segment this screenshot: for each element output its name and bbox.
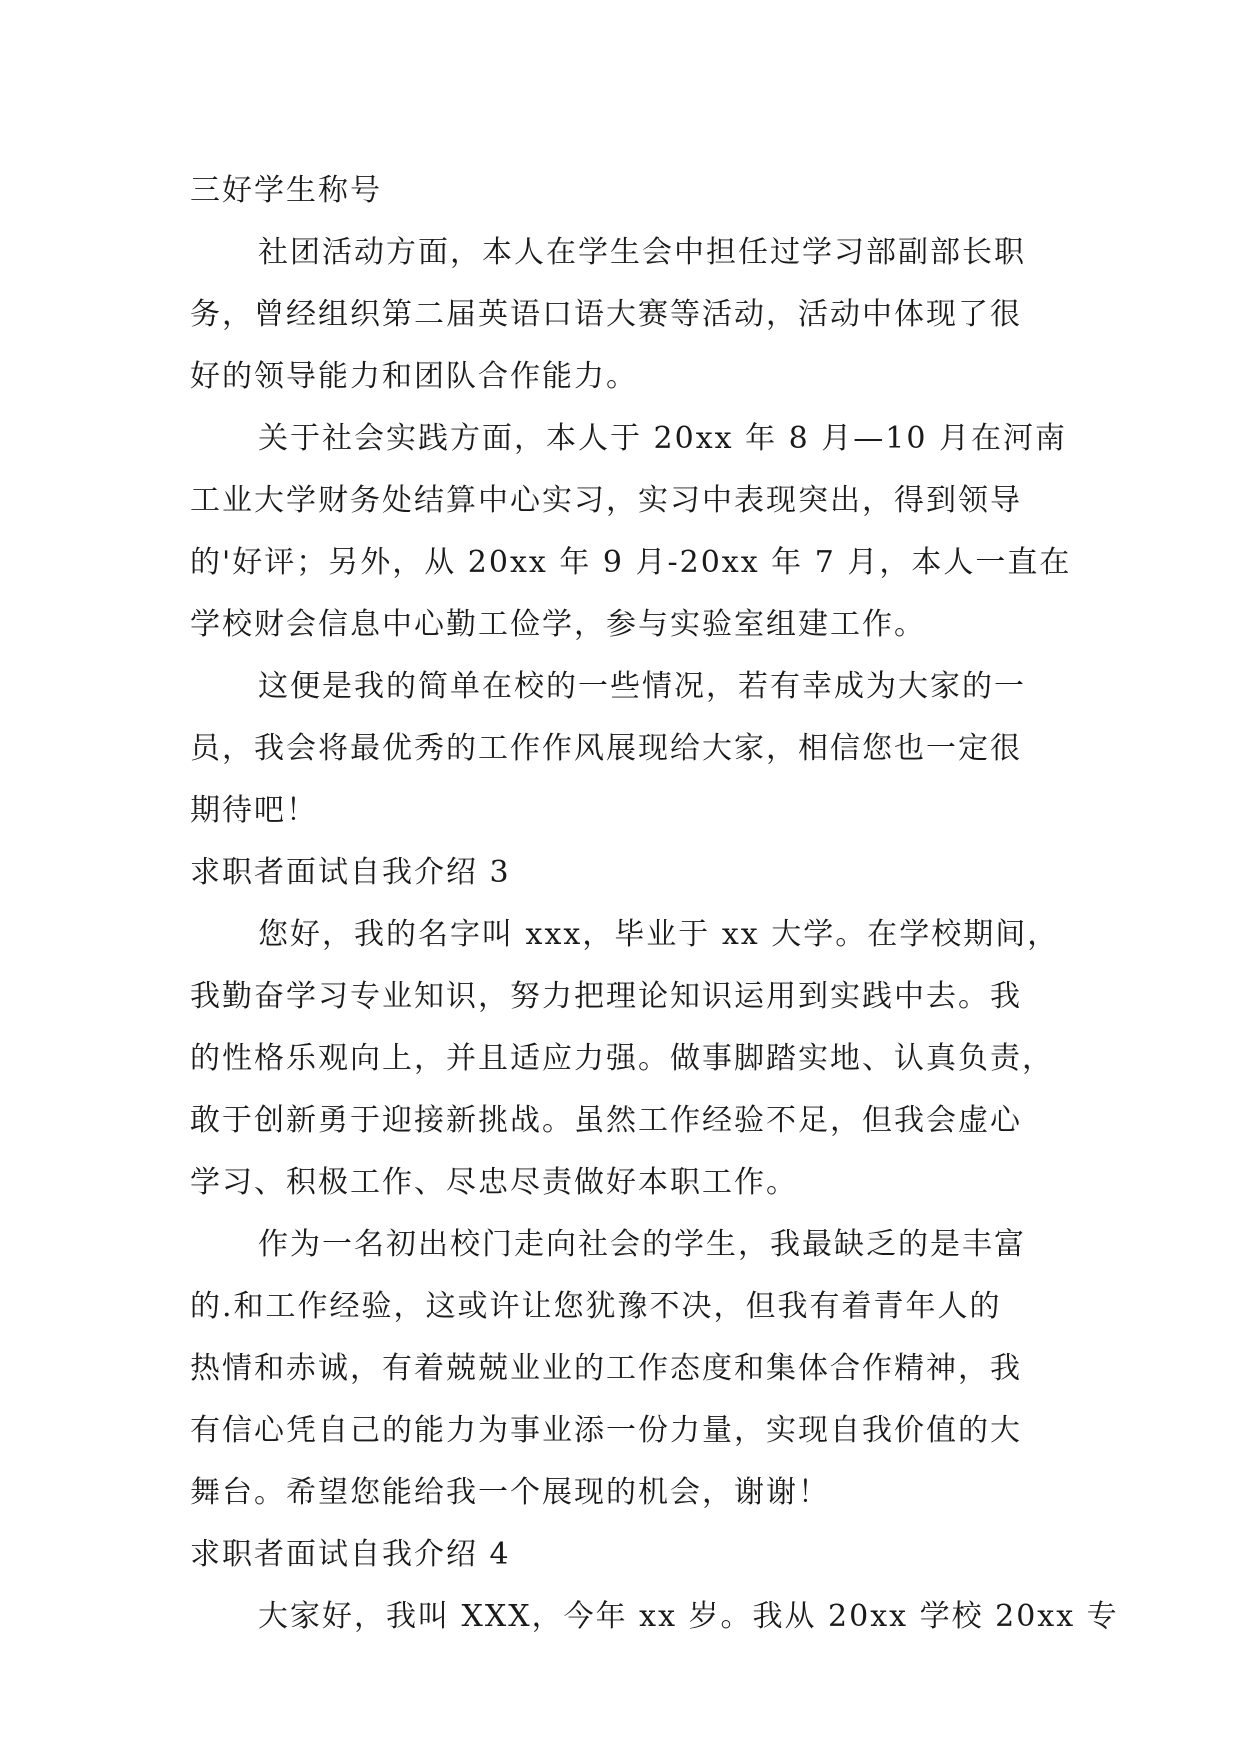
paragraph-line: 关于社会实践方面，本人于 20xx 年 8 月—10 月在河南	[258, 421, 1067, 456]
text-line: 务，曾经组织第二届英语口语大赛等活动，活动中体现了很	[190, 297, 1022, 332]
text-line: 的性格乐观向上，并且适应力强。做事脚踏实地、认真负责，	[190, 1041, 1054, 1076]
text-line: 有信心凭自己的能力为事业添一份力量，实现自我价值的大	[190, 1413, 1022, 1448]
text-line: 热情和赤诚，有着兢兢业业的工作态度和集体合作精神，我	[190, 1351, 1022, 1386]
paragraph-line: 作为一名初出校门走向社会的学生，我最缺乏的是丰富	[258, 1227, 1026, 1262]
paragraph-line: 这便是我的简单在校的一些情况，若有幸成为大家的一	[258, 669, 1026, 704]
text-line: 工业大学财务处结算中心实习，实习中表现突出，得到领导	[190, 483, 1022, 518]
text-line: 舞台。希望您能给我一个展现的机会，谢谢！	[190, 1475, 830, 1510]
text-line: 好的领导能力和团队合作能力。	[190, 359, 638, 394]
text-line: 的'好评；另外，从 20xx 年 9 月-20xx 年 7 月，本人一直在	[190, 545, 1072, 580]
section-heading: 求职者面试自我介绍 3	[190, 855, 511, 890]
text-line: 期待吧！	[190, 793, 318, 828]
paragraph-line: 您好，我的名字叫 xxx，毕业于 xx 大学。在学校期间，	[258, 917, 1060, 952]
text-line: 敢于创新勇于迎接新挑战。虽然工作经验不足，但我会虚心	[190, 1103, 1022, 1138]
section-heading: 求职者面试自我介绍 4	[190, 1537, 511, 1572]
paragraph-line: 社团活动方面，本人在学生会中担任过学习部副部长职	[258, 235, 1026, 270]
text-line: 学习、积极工作、尽忠尽责做好本职工作。	[190, 1165, 798, 1200]
text-line: 的.和工作经验，这或许让您犹豫不决，但我有着青年人的	[190, 1289, 1002, 1324]
text-line: 员，我会将最优秀的工作作风展现给大家，相信您也一定很	[190, 731, 1022, 766]
paragraph-line: 大家好，我叫 XXX，今年 xx 岁。我从 20xx 学校 20xx 专	[258, 1599, 1119, 1634]
text-line: 我勤奋学习专业知识，努力把理论知识运用到实践中去。我	[190, 979, 1022, 1014]
text-line: 三好学生称号	[190, 173, 382, 208]
text-line: 学校财会信息中心勤工俭学，参与实验室组建工作。	[190, 607, 926, 642]
document-page	[190, 160, 1119, 1648]
